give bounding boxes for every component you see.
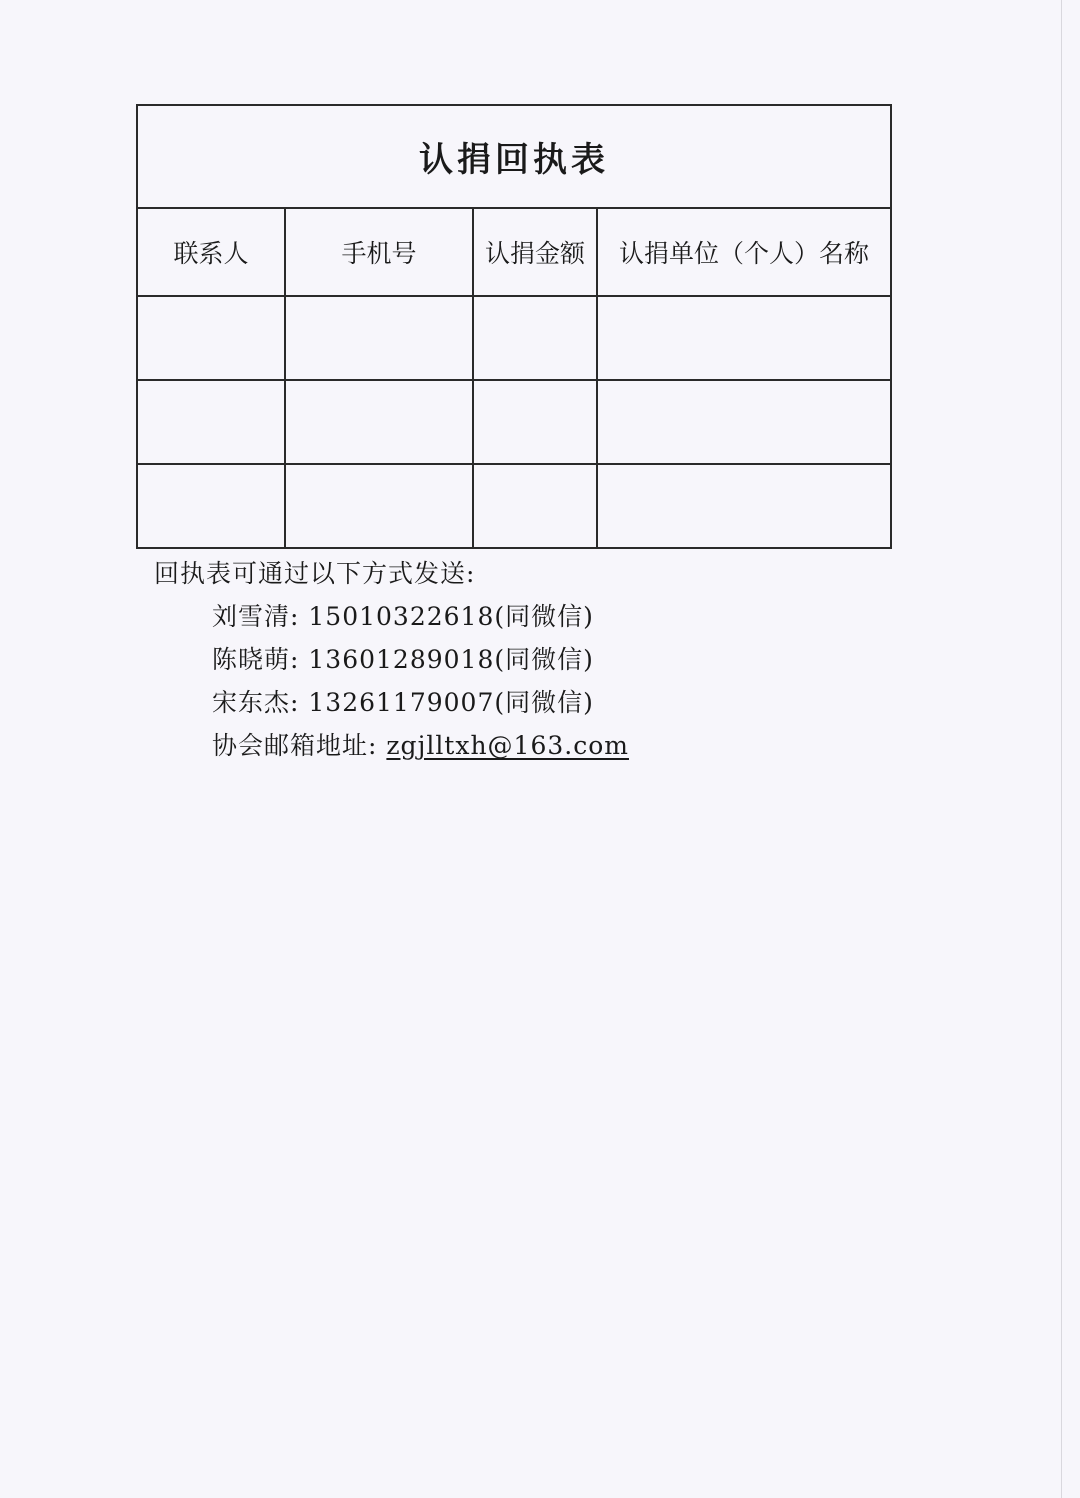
form-title: 认捐回执表 [137,105,891,208]
contact-line [154,595,629,638]
cell-phone[interactable] [285,380,473,464]
receipt-form-table [136,104,892,549]
contact-name: 刘雪清: [212,602,300,631]
cell-amount[interactable] [473,380,597,464]
submission-notes [154,552,629,767]
cell-contact[interactable] [137,464,285,548]
email-label: 协会邮箱地址: [212,731,378,760]
cell-amount[interactable] [473,464,597,548]
email-line [154,724,629,767]
header-row [137,208,891,296]
contact-name: 宋东杰: [212,688,300,717]
contact-phone: 13601289018(同微信) [308,645,594,674]
header-unit-name: 认捐单位（个人）名称 [597,208,891,296]
table-row [137,296,891,380]
header-contact: 联系人 [137,208,285,296]
header-phone: 手机号 [285,208,473,296]
cell-phone[interactable] [285,464,473,548]
cell-contact[interactable] [137,296,285,380]
email-link[interactable]: zgjlltxh@163.com [386,731,629,760]
notes-intro: 回执表可通过以下方式发送: [154,559,476,588]
cell-unit-name[interactable] [597,464,891,548]
contact-line [154,681,629,724]
contact-phone: 15010322618(同微信) [308,602,594,631]
page-edge [1061,0,1062,1498]
header-amount: 认捐金额 [473,208,597,296]
cell-unit-name[interactable] [597,380,891,464]
cell-amount[interactable] [473,296,597,380]
table-row [137,464,891,548]
table-row [137,380,891,464]
contact-phone: 13261179007(同微信) [308,688,594,717]
cell-phone[interactable] [285,296,473,380]
contact-name: 陈晓萌: [212,645,300,674]
cell-contact[interactable] [137,380,285,464]
contact-line [154,638,629,681]
cell-unit-name[interactable] [597,296,891,380]
